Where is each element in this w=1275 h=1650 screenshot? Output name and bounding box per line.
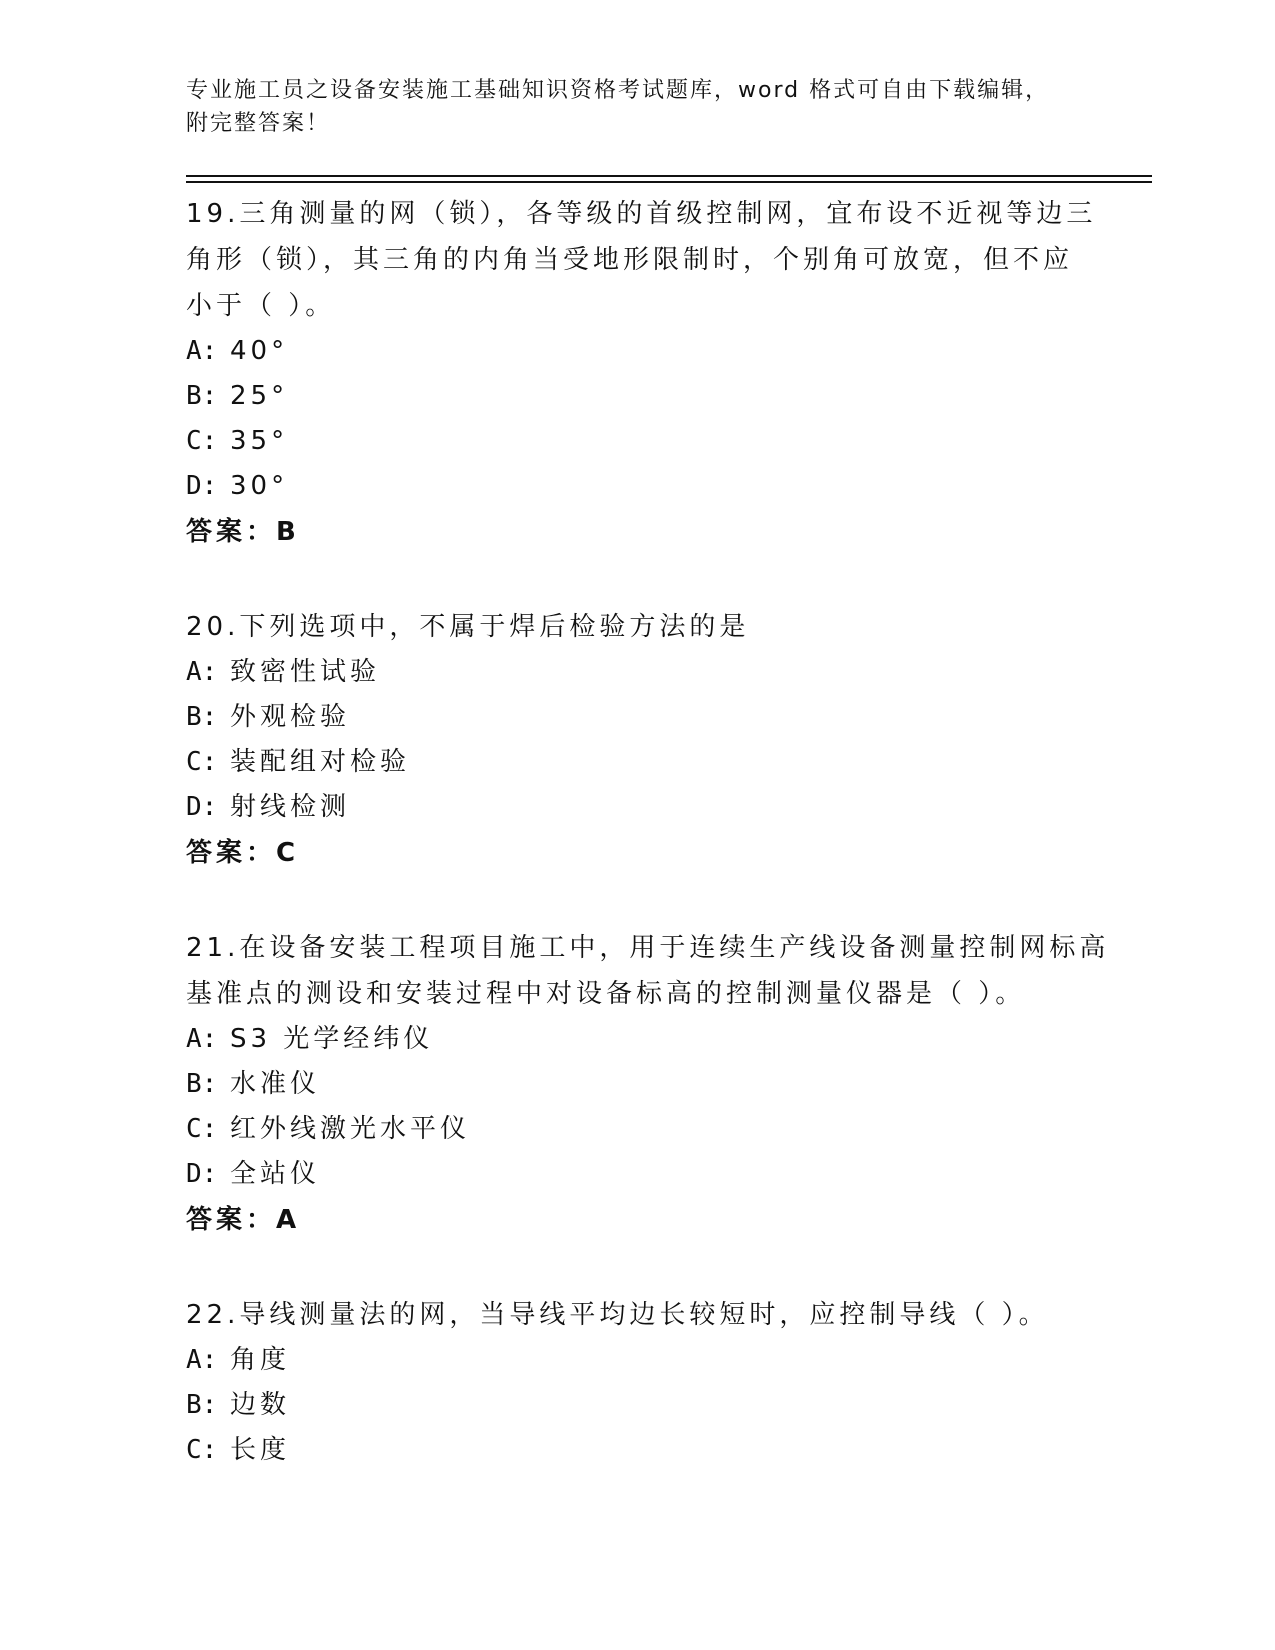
- option-letter: C:: [186, 1114, 218, 1144]
- question-19: [186, 191, 1116, 555]
- question-22: [186, 1292, 1116, 1473]
- stem-line: 角形（锁），其三角的内角当受地形限制时，个别角可放宽，但不应: [186, 245, 1074, 275]
- option-letter: C:: [186, 1435, 218, 1465]
- option-d: [186, 464, 1116, 509]
- question-stem: [186, 191, 1116, 329]
- stem-line: 21.在设备安装工程项目施工中，用于连续生产线设备测量控制网标高: [186, 933, 1110, 963]
- option-d: [186, 785, 1116, 830]
- option-c: [186, 740, 1116, 785]
- option-text: 红外线激光水平仪: [230, 1114, 471, 1144]
- answer-label: 答案：: [186, 517, 277, 547]
- option-text: 25°: [230, 381, 289, 411]
- answer-line: [186, 830, 1116, 876]
- answer-value: B: [276, 517, 300, 547]
- stem-line: 基准点的测设和安装过程中对设备标高的控制测量仪器是（ ）。: [186, 979, 1026, 1009]
- document-header: [186, 74, 1086, 140]
- header-divider-bottom: [186, 181, 1152, 183]
- option-d: [186, 1152, 1116, 1197]
- option-c: [186, 1428, 1116, 1473]
- option-letter: B:: [186, 1390, 218, 1420]
- option-text: S3 光学经纬仪: [230, 1024, 434, 1054]
- option-text: 30°: [230, 471, 289, 501]
- option-letter: C:: [186, 426, 218, 456]
- option-letter: A:: [186, 1024, 218, 1054]
- option-letter: D:: [186, 1159, 218, 1189]
- option-text: 水准仪: [230, 1069, 321, 1099]
- stem-line: 22.导线测量法的网，当导线平均边长较短时，应控制导线（ ）。: [186, 1300, 1049, 1330]
- stem-line: 20.下列选项中，不属于焊后检验方法的是: [186, 612, 750, 642]
- option-text: 角度: [230, 1345, 291, 1375]
- question-stem: [186, 604, 1116, 650]
- option-a: [186, 329, 1116, 374]
- option-text: 装配组对检验: [230, 747, 411, 777]
- stem-line: 小于（ ）。: [186, 291, 336, 321]
- option-c: [186, 1107, 1116, 1152]
- option-text: 40°: [230, 336, 289, 366]
- option-b: [186, 695, 1116, 740]
- option-letter: D:: [186, 471, 218, 501]
- stem-line: 19.三角测量的网（锁），各等级的首级控制网，宜布设不近视等边三: [186, 199, 1097, 229]
- option-text: 外观检验: [230, 702, 351, 732]
- header-divider-top: [186, 175, 1152, 177]
- question-stem: [186, 925, 1116, 1017]
- answer-value: A: [276, 1205, 301, 1235]
- header-line-1: 专业施工员之设备安装施工基础知识资格考试题库，word 格式可自由下载编辑，: [186, 78, 1050, 103]
- option-letter: B:: [186, 702, 218, 732]
- option-letter: A:: [186, 336, 218, 366]
- question-list: [186, 191, 1116, 1522]
- option-letter: B:: [186, 381, 218, 411]
- option-letter: B:: [186, 1069, 218, 1099]
- option-letter: C:: [186, 747, 218, 777]
- option-text: 长度: [230, 1435, 291, 1465]
- option-text: 致密性试验: [230, 657, 381, 687]
- option-c: [186, 419, 1116, 464]
- option-text: 全站仪: [230, 1159, 321, 1189]
- option-a: [186, 650, 1116, 695]
- answer-line: [186, 509, 1116, 555]
- answer-value: C: [276, 838, 300, 868]
- option-b: [186, 1383, 1116, 1428]
- answer-label: 答案：: [186, 838, 277, 868]
- option-text: 35°: [230, 426, 289, 456]
- option-letter: A:: [186, 657, 218, 687]
- option-letter: A:: [186, 1345, 218, 1375]
- option-a: [186, 1017, 1116, 1062]
- question-stem: [186, 1292, 1116, 1338]
- option-b: [186, 1062, 1116, 1107]
- answer-line: [186, 1197, 1116, 1243]
- answer-label: 答案：: [186, 1205, 277, 1235]
- question-20: [186, 604, 1116, 876]
- header-line-2: 附完整答案！: [186, 111, 331, 136]
- option-letter: D:: [186, 792, 218, 822]
- option-text: 边数: [230, 1390, 291, 1420]
- option-b: [186, 374, 1116, 419]
- option-text: 射线检测: [230, 792, 351, 822]
- question-21: [186, 925, 1116, 1243]
- option-a: [186, 1338, 1116, 1383]
